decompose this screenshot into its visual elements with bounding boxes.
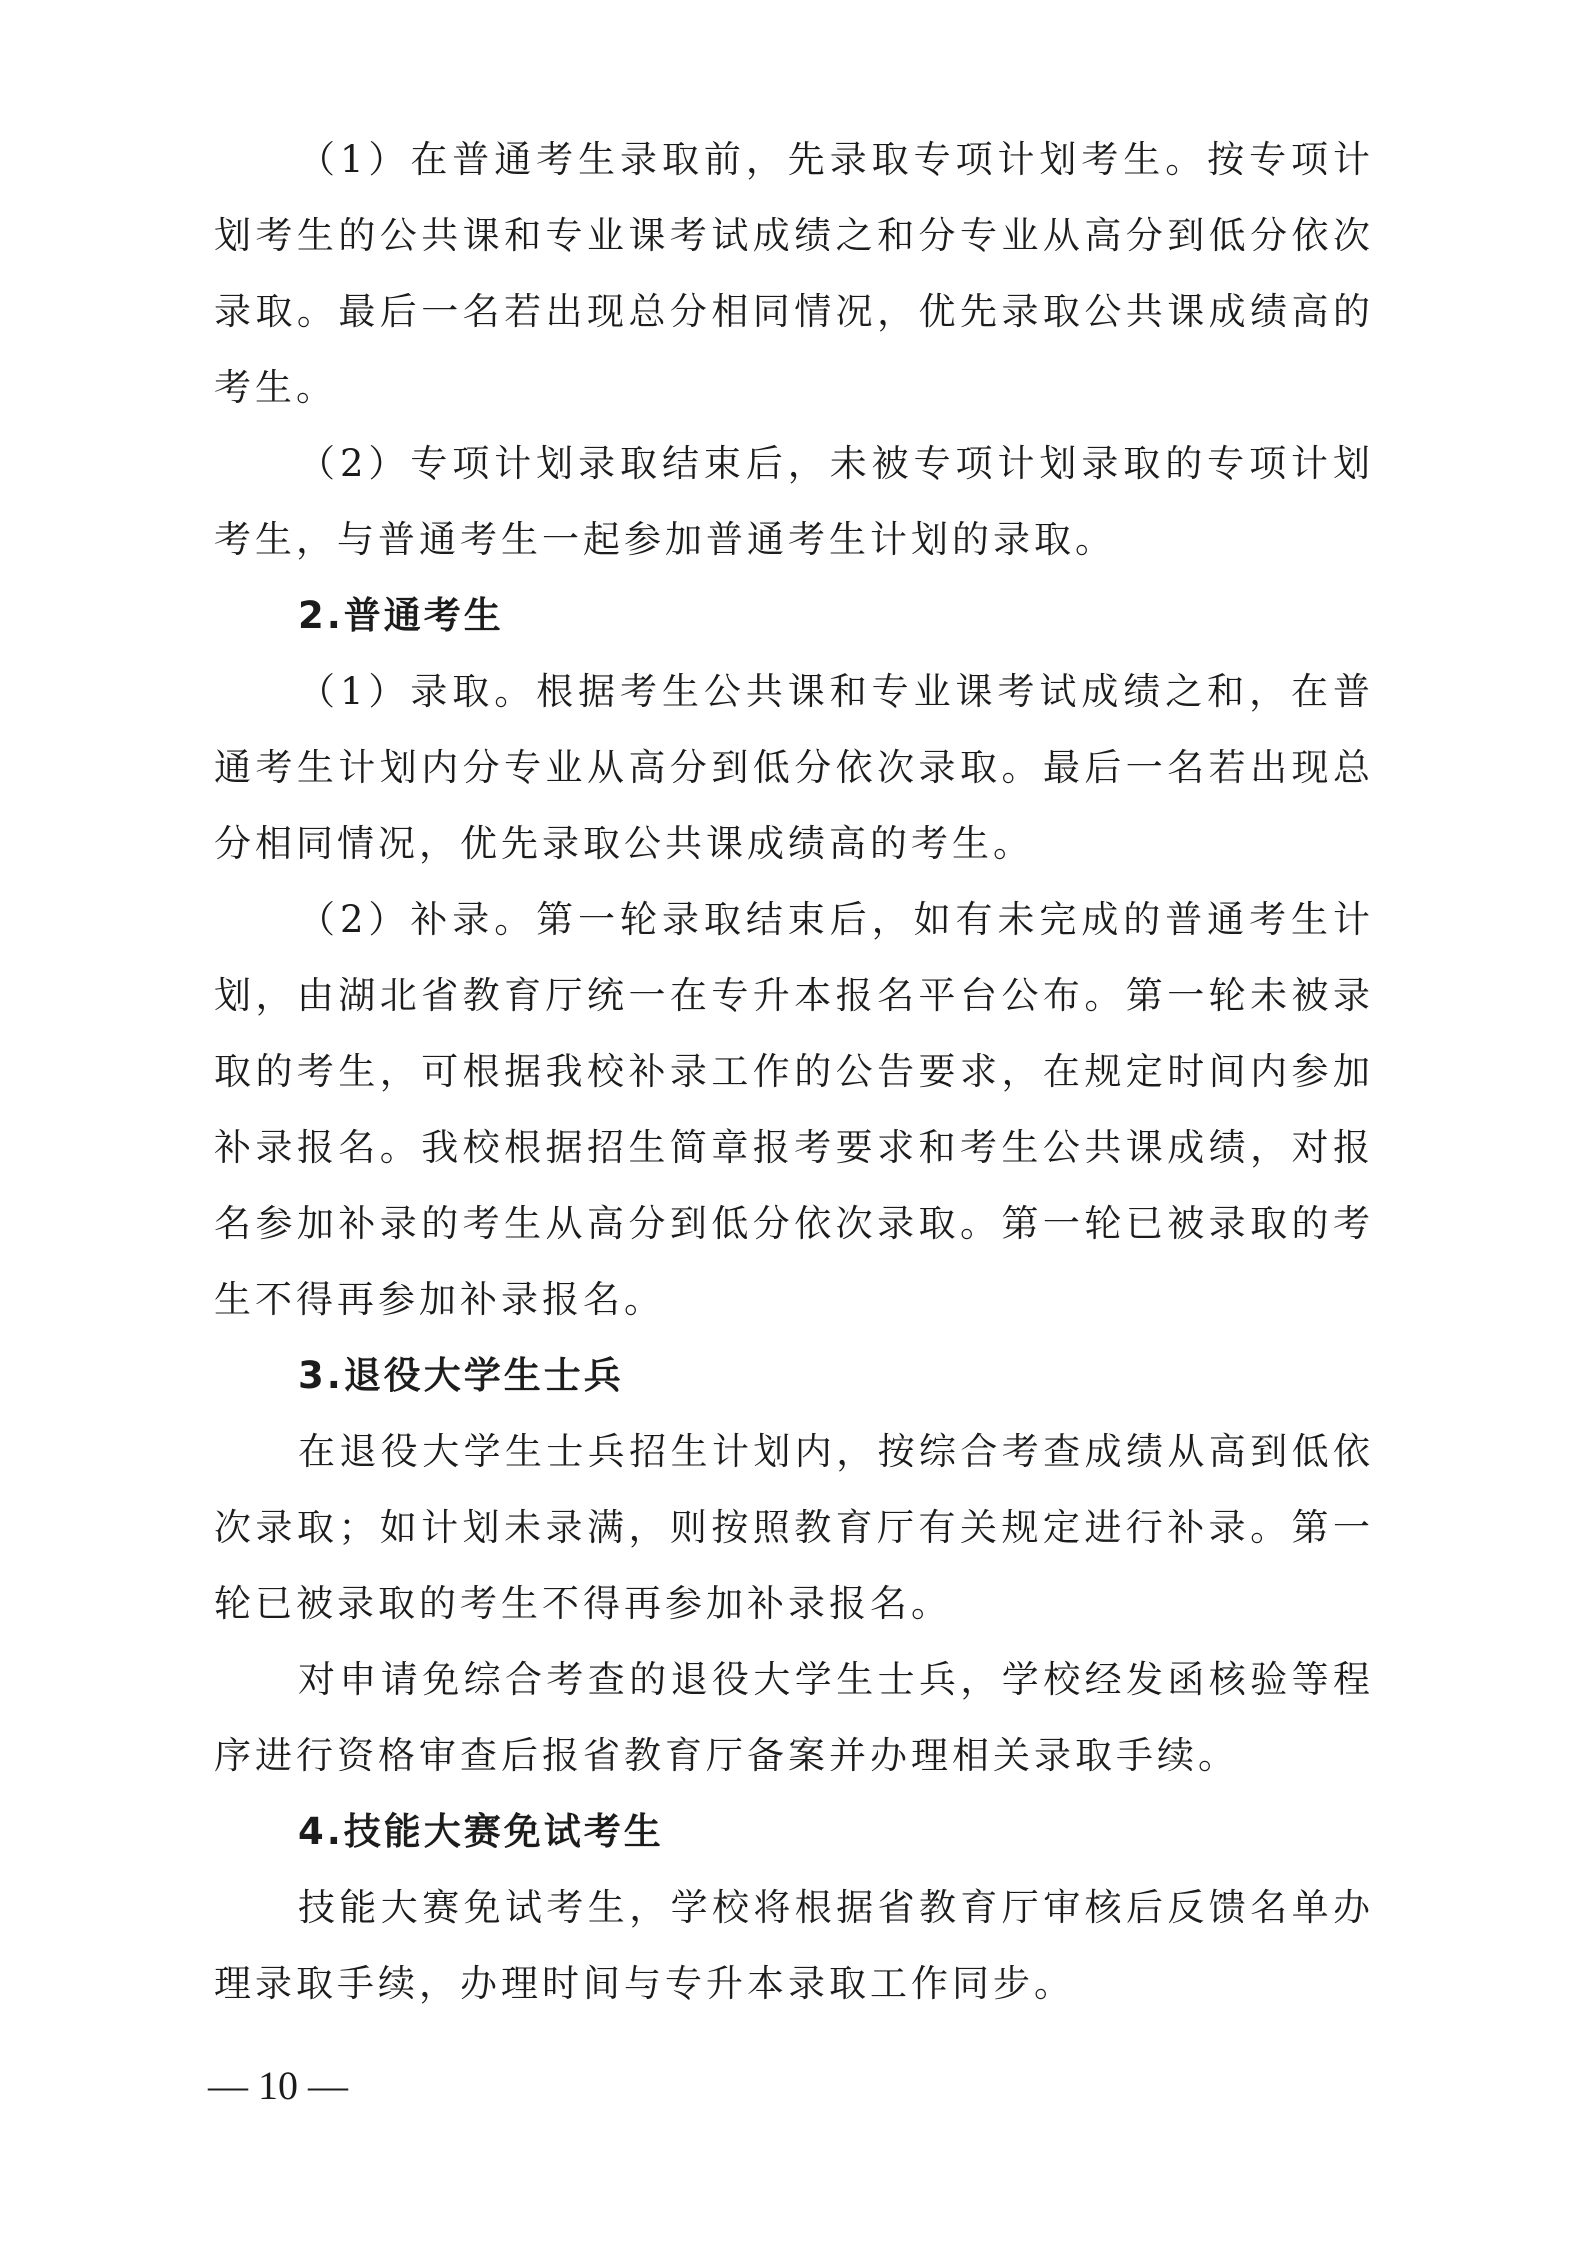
paragraph-veteran-exemption: 对申请免综合考查的退役大学生士兵，学校经发函核验等程序进行资格审查后报省教育厅备案并办理相关录取手续。 [214, 1658, 1374, 1777]
paragraph-skills-competition: 技能大赛免试考生，学校将根据省教育厅审核后反馈名单办理录取手续，办理时间与专升本录取工作同步。 [214, 1886, 1374, 2005]
heading-veteran-students: 3.退役大学生士兵 [298, 1354, 624, 1397]
paragraph-special-plan-2: （2）专项计划录取结束后，未被专项计划录取的专项计划考生，与普通考生一起参加普通考生计划的录取。 [214, 442, 1374, 561]
heading-skills-competition: 4.技能大赛免试考生 [298, 1810, 664, 1853]
page-number: — 10 — [208, 2063, 348, 2108]
heading-regular-candidates: 2.普通考生 [298, 594, 504, 637]
document-body [214, 122, 1374, 2022]
paragraph-veteran-admission: 在退役大学生士兵招生计划内，按综合考查成绩从高到低依次录取；如计划未录满，则按照教育厅有关规定进行补录。第一轮已被录取的考生不得再参加补录报名。 [214, 1430, 1374, 1625]
paragraph-supplementary-admission: （2）补录。第一轮录取结束后，如有未完成的普通考生计划，由湖北省教育厅统一在专升本报名平台公布。第一轮未被录取的考生，可根据我校补录工作的公告要求，在规定时间内参加补录报名。我校根据招生简章报考要求和考生公共课成绩，对报名参加补录的考生从高分到低分依次录取。第一轮已被录取的考生不得再参加补录报名。 [214, 898, 1374, 1321]
paragraph-special-plan-1: （1）在普通考生录取前，先录取专项计划考生。按专项计划考生的公共课和专业课考试成绩之和分专业从高分到低分依次录取。最后一名若出现总分相同情况，优先录取公共课成绩高的考生。 [214, 138, 1374, 409]
paragraph-regular-admission: （1）录取。根据考生公共课和专业课考试成绩之和，在普通考生计划内分专业从高分到低分依次录取。最后一名若出现总分相同情况，优先录取公共课成绩高的考生。 [214, 670, 1374, 865]
